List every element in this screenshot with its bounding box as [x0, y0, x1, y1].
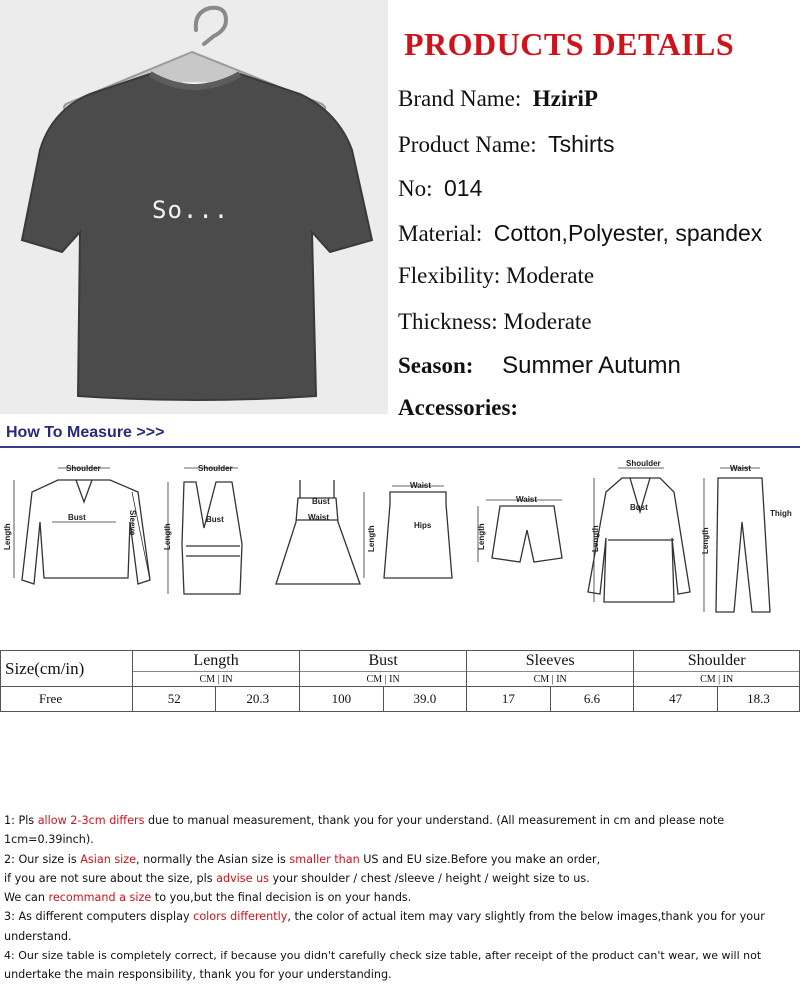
label-length-4: Length [367, 525, 376, 552]
sleeves-in-cell: 6.6 [550, 687, 634, 712]
size-table-header-row [1, 651, 800, 672]
size-table [0, 650, 800, 712]
bust-cm-cell: 100 [300, 687, 383, 712]
note-highlight: recommand a size [48, 891, 152, 905]
note-text: undertake the main responsibility, thank you for your understanding. [4, 968, 392, 982]
detail-row-flexibility [398, 263, 594, 289]
how-to-measure-heading: How To Measure [6, 424, 132, 441]
label-sleeve: Sleeve [128, 510, 137, 536]
detail-row-material [398, 220, 762, 247]
note-text: , normally the Asian size is [136, 852, 290, 866]
label-hips: Hips [414, 521, 432, 530]
label-bust-2: Bust [206, 515, 224, 524]
flexibility-value: Moderate [505, 263, 595, 288]
how-to-measure-label [6, 424, 164, 442]
note-2-line-3 [4, 888, 800, 907]
note-4-line-1 [4, 946, 800, 965]
shoulder-in-cell: 18.3 [717, 687, 799, 712]
measure-diagrams [0, 452, 800, 638]
label-bust-3: Bust [312, 497, 330, 506]
thickness-value: Moderate [503, 309, 592, 334]
how-to-measure-header [0, 420, 800, 450]
note-highlight: advise us [216, 871, 269, 885]
note-text: 4: Our size table is completely correct, if because you didn't carefully check size table, after receipt of the product can't wear, we will not [4, 949, 762, 963]
note-1-line-2 [4, 830, 800, 849]
detail-row-season [398, 352, 681, 380]
unit-label-length: CM | IN [133, 672, 300, 687]
thickness-label: Thickness: [398, 309, 498, 334]
arrows-icon: >>> [136, 424, 165, 441]
label-waist-4: Waist [410, 481, 432, 490]
note-text: understand. [4, 929, 72, 943]
bust-column-header: Bust [300, 651, 467, 672]
diagram-shorts [492, 506, 562, 562]
material-value: Cotton,Polyester, spandex [493, 220, 763, 246]
note-2-line-1 [4, 850, 800, 869]
number-label: No: [398, 176, 433, 201]
note-text: , the color of actual item may vary slightly from the below images,thank you for your [287, 910, 765, 924]
note-text: 1: Pls [4, 814, 38, 827]
shoulder-column-header: Shoulder [634, 651, 800, 672]
shirt-print-text: So... [152, 196, 230, 224]
diagram-dress [276, 480, 360, 584]
season-label: Season: [398, 353, 474, 378]
length-in-cell: 20.3 [216, 687, 300, 712]
size-notes [4, 811, 800, 985]
label-shoulder-6: Shoulder [626, 459, 661, 468]
sleeves-column-header: Sleeves [467, 651, 634, 672]
note-3-line-1 [4, 907, 800, 926]
unit-label-sleeves: CM | IN [467, 672, 634, 687]
detail-row-accessories [398, 394, 518, 421]
header-divider [0, 446, 800, 448]
season-value: Summer Autumn [502, 352, 681, 379]
detail-row-brand [398, 86, 598, 112]
note-highlight: smaller than [289, 852, 360, 866]
diagram-vest [182, 482, 242, 594]
shoulder-cm-cell: 47 [634, 687, 718, 712]
unit-label-shoulder: CM | IN [634, 672, 800, 687]
diagram-skirt [384, 492, 452, 578]
label-waist-5: Waist [516, 495, 538, 504]
label-bust-6: Bust [630, 503, 648, 512]
note-text: 2: Our size is [4, 852, 81, 866]
note-text: due to manual measurement, thank you for your understand. (All measurement in cm and please note [144, 814, 725, 827]
detail-row-product-name [398, 131, 615, 158]
detail-row-thickness [398, 309, 592, 335]
product-photo [0, 0, 388, 414]
note-text: 3: As different computers display [4, 910, 194, 924]
diagram-trousers [716, 478, 770, 612]
note-text: to you,but the final decision is on your hands. [151, 891, 412, 905]
note-4-line-2 [4, 965, 800, 984]
label-waist-7: Waist [730, 464, 752, 473]
brand-value: HziriP [532, 86, 598, 111]
product-name-label: Product Name: [398, 132, 537, 157]
size-cell: Free [1, 687, 133, 712]
label-length-1: Length [3, 523, 12, 550]
label-bust-1: Bust [68, 513, 86, 522]
note-highlight: colors differently [193, 910, 288, 924]
products-details-title: PRODUCTS DETAILS [404, 26, 735, 62]
table-row [1, 687, 800, 712]
label-length-2: Length [163, 523, 172, 550]
unit-label-bust: CM | IN [300, 672, 467, 687]
note-highlight: allow 2-3cm differs [37, 814, 145, 827]
note-text: US and EU size.Before you make an order, [359, 852, 601, 866]
label-length-5: Length [477, 523, 486, 550]
product-name-value: Tshirts [548, 131, 615, 157]
note-text: 1cm=0.39inch). [4, 833, 94, 847]
label-length-7: Length [701, 527, 710, 554]
note-text: We can [4, 891, 49, 905]
length-column-header: Length [133, 651, 300, 672]
note-3-line-2 [4, 927, 800, 946]
label-waist-3: Waist [308, 513, 330, 522]
note-highlight: Asian size [80, 852, 137, 866]
sleeves-cm-cell: 17 [467, 687, 551, 712]
label-length-6: Length [591, 525, 600, 552]
note-text: if you are not sure about the size, pls [4, 871, 217, 885]
note-2-line-2 [4, 869, 800, 888]
number-value: 014 [444, 175, 483, 201]
note-1-line-1 [4, 811, 800, 830]
label-shoulder-2: Shoulder [198, 464, 233, 473]
bust-in-cell: 39.0 [383, 687, 467, 712]
material-label: Material: [398, 221, 483, 246]
detail-row-number [398, 175, 482, 202]
flexibility-label: Flexibility: [398, 263, 501, 288]
size-column-header: Size(cm/in) [1, 651, 133, 687]
length-cm-cell: 52 [133, 687, 216, 712]
note-text: your shoulder / chest /sleeve / height / weight size to us. [268, 871, 590, 885]
brand-label: Brand Name: [398, 86, 522, 111]
accessories-label: Accessories: [398, 395, 519, 420]
label-thigh: Thigh [770, 509, 792, 518]
label-shoulder-1: Shoulder [66, 464, 101, 473]
measure-diagrams-svg [0, 452, 800, 638]
